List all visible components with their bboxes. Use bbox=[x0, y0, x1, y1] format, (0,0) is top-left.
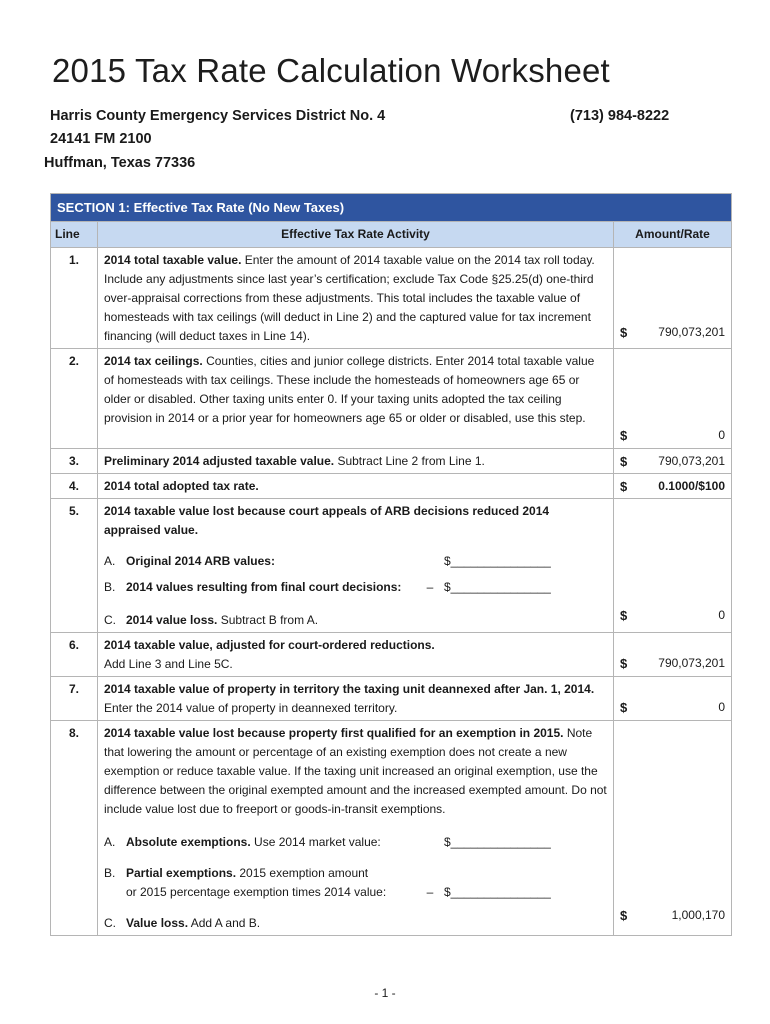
line-heading: 2014 total taxable value. bbox=[104, 253, 242, 267]
line-description: Counties, cities and junior college districts. Enter 2014 total taxable value of homesteads with tax ceilings. These include the homesteads of homeowners age 65 or older or disabled. Other taxing units enter 0. If your taxing units adopted the tax ceiling provision in 2014 or a prior year for homeowners age 65 or older or disabled, use this step. bbox=[104, 354, 595, 425]
sub-label: Original 2014 ARB values: bbox=[126, 554, 275, 568]
line-amount bbox=[614, 499, 732, 633]
sub-line-c bbox=[104, 914, 607, 933]
line-heading: Preliminary 2014 adjusted taxable value. bbox=[104, 454, 335, 468]
section-title: SECTION 1: Effective Tax Rate (No New Taxes) bbox=[51, 194, 732, 222]
amount-value: 0 bbox=[718, 608, 725, 622]
line-activity bbox=[98, 499, 614, 633]
line-amount bbox=[614, 449, 732, 474]
sub-line-b-cont bbox=[104, 883, 607, 902]
amount-value: 790,073,201 bbox=[658, 325, 725, 339]
worksheet-row-8 bbox=[51, 721, 732, 936]
amount-value: 790,073,201 bbox=[658, 656, 725, 670]
line-activity bbox=[98, 677, 614, 721]
sub-letter: C. bbox=[104, 916, 116, 930]
line-amount bbox=[614, 633, 732, 677]
sub-text: Add A and B. bbox=[188, 916, 261, 930]
sub-line-b bbox=[104, 578, 607, 597]
amount-value: 0 bbox=[718, 428, 725, 442]
line-activity bbox=[98, 633, 614, 677]
worksheet-row-5 bbox=[51, 499, 732, 633]
page-title: 2015 Tax Rate Calculation Worksheet bbox=[52, 52, 610, 89]
line-heading: 2014 taxable value lost because property first qualified for an exemption in 2015. bbox=[104, 726, 564, 740]
blank-field: $_______________ bbox=[444, 554, 551, 568]
dollar-sign: $ bbox=[620, 454, 628, 469]
line-description: Note that lowering the amount or percentage of an existing exemption does not create a new exemption or reduce taxable value. If the taxing unit increased an original exemption, use the difference between the original exempted amount and the increased exempted amount. Do not include value lost due to freeport or goods-in-transit exemptions. bbox=[104, 726, 607, 816]
worksheet-table bbox=[50, 193, 732, 936]
line-heading: 2014 total adopted tax rate. bbox=[104, 479, 259, 493]
line-number: 5. bbox=[51, 499, 98, 633]
blank-field: $_______________ bbox=[444, 835, 551, 849]
dollar-sign: $ bbox=[620, 325, 628, 340]
sub-letter: B. bbox=[104, 866, 116, 880]
address-line-2: Huffman, Texas 77336 bbox=[44, 155, 196, 171]
dollar-sign: $ bbox=[620, 428, 628, 443]
dollar-sign: $ bbox=[620, 908, 628, 923]
line-amount bbox=[614, 248, 732, 349]
line-description: Add Line 3 and Line 5C. bbox=[104, 657, 233, 671]
line-amount bbox=[614, 474, 732, 499]
line-activity bbox=[98, 474, 614, 499]
address-line-1: 24141 FM 2100 bbox=[50, 131, 152, 147]
line-number: 7. bbox=[51, 677, 98, 721]
line-number: 2. bbox=[51, 349, 98, 449]
entity-name: Harris County Emergency Services District No. 4 bbox=[50, 108, 386, 124]
column-line-header: Line bbox=[51, 222, 98, 248]
worksheet-row-7 bbox=[51, 677, 732, 721]
section-header bbox=[51, 194, 732, 222]
worksheet-row-3 bbox=[51, 449, 732, 474]
line-number: 1. bbox=[51, 248, 98, 349]
sub-label: Value loss. bbox=[126, 916, 189, 930]
minus-sign: – bbox=[426, 580, 434, 594]
sub-label: 2014 values resulting from final court decisions: bbox=[126, 580, 402, 594]
sub-letter: B. bbox=[104, 580, 116, 594]
sub-label: Partial exemptions. bbox=[126, 866, 237, 880]
line-amount bbox=[614, 677, 732, 721]
sub-text: 2015 exemption amount bbox=[236, 866, 369, 880]
column-activity-header: Effective Tax Rate Activity bbox=[98, 222, 614, 248]
sub-line-a bbox=[104, 833, 607, 852]
line-amount bbox=[614, 721, 732, 936]
line-heading: 2014 taxable value, adjusted for court-ordered reductions. bbox=[104, 638, 435, 652]
blank-field: $_______________ bbox=[444, 580, 551, 594]
sub-label: Absolute exemptions. bbox=[126, 835, 251, 849]
amount-value: 0.1000/$100 bbox=[658, 479, 725, 493]
sub-text: or 2015 percentage exemption times 2014 value: bbox=[126, 885, 387, 899]
line-amount bbox=[614, 349, 732, 449]
line-description: Enter the 2014 value of property in deannexed territory. bbox=[104, 701, 398, 715]
worksheet-row-1 bbox=[51, 248, 732, 349]
dollar-sign: $ bbox=[620, 656, 628, 671]
line-number: 8. bbox=[51, 721, 98, 936]
sub-text: Subtract B from A. bbox=[217, 613, 319, 627]
line-activity bbox=[98, 349, 614, 449]
line-activity bbox=[98, 449, 614, 474]
line-heading: 2014 taxable value lost because court appeals of ARB decisions reduced 2014 appraised value. bbox=[104, 504, 550, 537]
line-activity bbox=[98, 721, 614, 936]
dollar-sign: $ bbox=[620, 479, 628, 494]
sub-text: Use 2014 market value: bbox=[250, 835, 381, 849]
sub-line-c bbox=[104, 611, 607, 630]
dollar-sign: $ bbox=[620, 700, 628, 715]
line-number: 3. bbox=[51, 449, 98, 474]
phone-number: (713) 984-8222 bbox=[570, 108, 670, 124]
worksheet-row-6 bbox=[51, 633, 732, 677]
column-amount-header: Amount/Rate bbox=[614, 222, 732, 248]
line-description: Enter the amount of 2014 taxable value on the 2014 tax roll today. Include any adjustments since last year’s certification; exclude Tax Code §25.25(d) one-third over-appraisal corrections from these adjustments. This total includes the taxable value of homesteads with tax ceilings (will deduct in Line 2) and the captured value for tax increment financing (will deduct taxes in Line 14). bbox=[104, 253, 595, 343]
page-number: - 1 - bbox=[374, 986, 396, 1000]
line-number: 6. bbox=[51, 633, 98, 677]
amount-value: 790,073,201 bbox=[658, 454, 725, 468]
sub-line-b bbox=[104, 864, 607, 883]
worksheet-row-4 bbox=[51, 474, 732, 499]
amount-value: 1,000,170 bbox=[671, 908, 725, 922]
worksheet-row-2 bbox=[51, 349, 732, 449]
minus-sign: – bbox=[426, 885, 434, 899]
sub-line-a bbox=[104, 552, 607, 571]
sub-label: 2014 value loss. bbox=[126, 613, 218, 627]
sub-letter: A. bbox=[104, 835, 116, 849]
column-header-row bbox=[51, 222, 732, 248]
line-activity bbox=[98, 248, 614, 349]
line-heading: 2014 tax ceilings. bbox=[104, 354, 203, 368]
amount-value: 0 bbox=[718, 700, 725, 714]
sub-letter: C. bbox=[104, 613, 116, 627]
line-number: 4. bbox=[51, 474, 98, 499]
dollar-sign: $ bbox=[620, 608, 628, 623]
line-description: Subtract Line 2 from Line 1. bbox=[334, 454, 485, 468]
sub-letter: A. bbox=[104, 554, 116, 568]
line-heading: 2014 taxable value of property in territory the taxing unit deannexed after Jan. 1, 2014. bbox=[104, 682, 595, 696]
blank-field: $_______________ bbox=[444, 885, 551, 899]
